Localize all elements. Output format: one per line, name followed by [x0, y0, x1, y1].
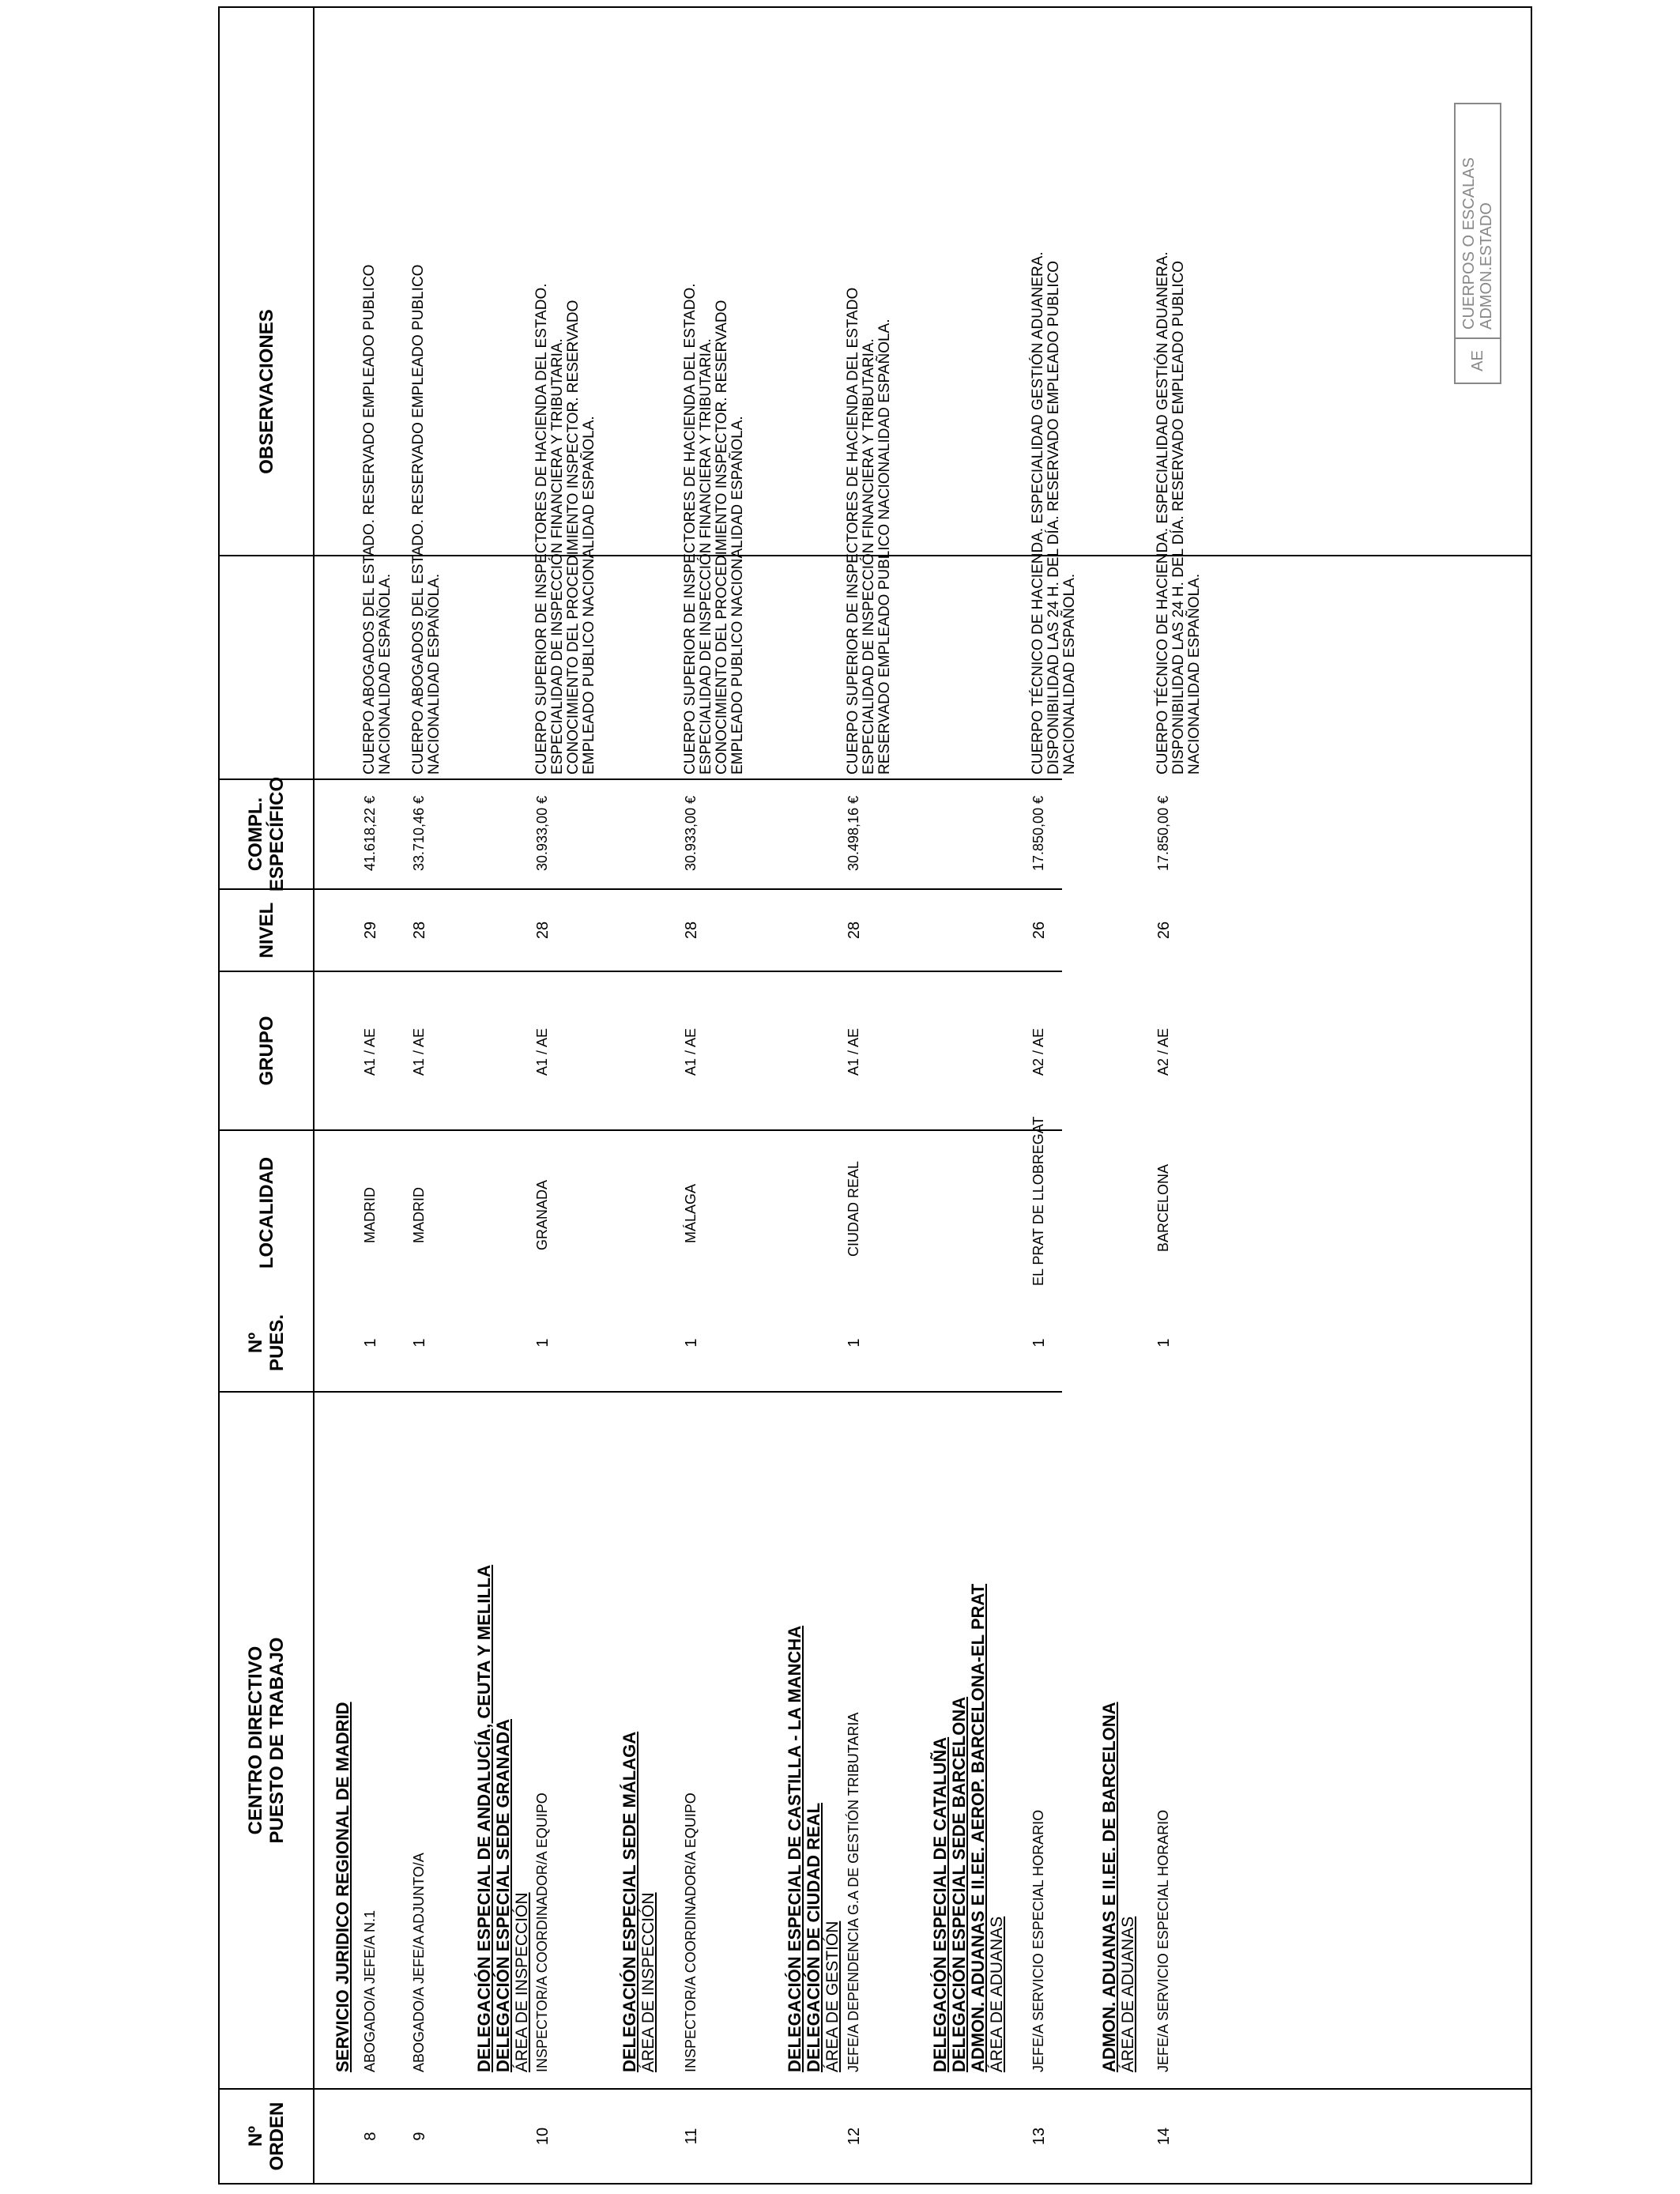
puesto-de-trabajo: ABOGADO/A JEFE/A N.1 — [362, 1909, 378, 2072]
compl-especifico: 33.710,46 € — [411, 795, 427, 871]
puesto-de-trabajo: JEFE/A SERVICIO ESPECIAL HORARIO — [1155, 1809, 1171, 2072]
area-subheading: ÁREA DE INSPECCIÓN — [513, 1892, 531, 2072]
nivel: 28 — [534, 921, 552, 940]
localidad: MÁLAGA — [683, 1183, 699, 1243]
compl-especifico: 17.850,00 € — [1155, 795, 1171, 871]
header-centro-puesto: CENTRO DIRECTIVO PUESTO DE TRABAJO — [245, 1637, 288, 1844]
localidad: BARCELONA — [1155, 1163, 1171, 1252]
puesto-de-trabajo: INSPECTOR/A COORDINADOR/A EQUIPO — [683, 1793, 699, 2072]
nivel: 29 — [362, 921, 379, 940]
header-localidad: LOCALIDAD — [255, 1156, 277, 1269]
puesto-de-trabajo: JEFE/A SERVICIO ESPECIAL HORARIO — [1030, 1809, 1046, 2072]
section-heading: SERVICIO JURIDICO REGIONAL DE MADRID — [333, 1702, 352, 2072]
compl-especifico: 17.850,00 € — [1030, 795, 1046, 871]
grupo: A1 / AE — [846, 1027, 861, 1076]
legend-description: CUERPOS O ESCALAS ADMON.ESTADO — [1460, 157, 1495, 330]
num-puestos: 1 — [846, 1338, 863, 1348]
num-puestos: 1 — [683, 1338, 700, 1348]
num-puestos: 1 — [362, 1338, 379, 1348]
column-divider — [220, 888, 1062, 890]
localidad: CIUDAD REAL — [846, 1160, 861, 1257]
orden-number: 8 — [362, 2132, 379, 2141]
section-heading: DELEGACIÓN ESPECIAL SEDE MÁLAGA — [620, 1731, 639, 2072]
area-subheading: ÁREA DE ADUANAS — [1119, 1916, 1137, 2072]
nivel: 26 — [1030, 921, 1048, 940]
nivel: 28 — [411, 921, 428, 940]
header-grupo: GRUPO — [255, 1016, 277, 1086]
localidad: MADRID — [411, 1187, 427, 1243]
section-heading: DELEGACIÓN ESPECIAL DE CATALUÑA DELEGACIÓN ESPECIAL SEDE BARCELONA ADMON. ADUANAS E II.EE. AEROP. BARCELONA-EL PRAT — [930, 1583, 988, 2072]
grupo: A1 / AE — [683, 1027, 699, 1076]
observaciones: CUERPO TÉCNICO DE HACIENDA. ESPECIALIDAD GESTIÓN ADUANERA. DISPONIBILIDAD LAS 24 H. DEL DÍA. RESERVADO EMPLEADO PUBLICO NACIONALIDAD ESPAÑOLA. — [1155, 251, 1203, 775]
column-divider — [220, 971, 1062, 972]
grupo: A1 / AE — [534, 1027, 550, 1076]
orden-number: 14 — [1155, 2127, 1173, 2146]
header-compl-especifico: COMPL. ESPECÍFICO — [245, 776, 288, 892]
orden-number: 11 — [683, 2128, 700, 2145]
compl-especifico: 30.933,00 € — [534, 795, 550, 871]
compl-especifico: 30.933,00 € — [683, 795, 699, 871]
legend-box — [1454, 103, 1501, 384]
num-puestos: 1 — [1030, 1338, 1048, 1348]
area-subheading: ÁREA DE ADUANAS — [988, 1916, 1006, 2072]
grupo: A1 / AE — [411, 1027, 427, 1076]
section-heading: DELEGACIÓN ESPECIAL DE ANDALUCÍA, CEUTA Y MELILLA DELEGACIÓN ESPECIAL SEDE GRANADA — [474, 1564, 513, 2072]
column-divider — [220, 2088, 1531, 2090]
area-subheading: ÁREA DE GESTIÓN — [823, 1921, 842, 2072]
positions-table — [218, 6, 1532, 2185]
observaciones: CUERPO TÉCNICO DE HACIENDA. ESPECIALIDAD GESTIÓN ADUANERA. DISPONIBILIDAD LAS 24 H. DEL DÍA. RESERVADO EMPLEADO PUBLICO NACIONALIDAD ESPAÑOLA. — [1030, 251, 1078, 775]
localidad: MADRID — [362, 1187, 378, 1243]
observaciones: CUERPO ABOGADOS DEL ESTADO. RESERVADO EMPLEADO PUBLICO NACIONALIDAD ESPAÑOLA. — [410, 264, 443, 775]
section-heading: ADMON. ADUANAS E II.EE. DE BARCELONA — [1099, 1702, 1119, 2072]
grupo: A2 / AE — [1030, 1027, 1046, 1076]
header-orden: Nº ORDEN — [245, 2102, 288, 2171]
section-heading: DELEGACIÓN ESPECIAL DE CASTILLA - LA MANCHA DELEGACIÓN DE CIUDAD REAL — [785, 1625, 823, 2072]
orden-number: 13 — [1030, 2127, 1048, 2146]
orden-number: 10 — [534, 2127, 552, 2146]
grupo: A1 / AE — [362, 1027, 378, 1076]
column-divider — [220, 1129, 1062, 1131]
compl-especifico: 30.498,16 € — [846, 795, 861, 871]
observaciones: CUERPO SUPERIOR DE INSPECTORES DE HACIENDA DEL ESTADO. ESPECIALIDAD DE INSPECCIÓN FINANCIERA Y TRIBUTARIA. CONOCIMIENTO DEL PROCEDIMIENTO INSPECTOR. RESERVADO EMPLEADO PUBLICO NACIONALIDAD ESPAÑOLA. — [682, 283, 746, 775]
num-puestos: 1 — [1155, 1338, 1173, 1348]
nivel: 28 — [846, 921, 863, 940]
observaciones: CUERPO SUPERIOR DE INSPECTORES DE HACIENDA DEL ESTADO. ESPECIALIDAD DE INSPECCIÓN FINANCIERA Y TRIBUTARIA. CONOCIMIENTO DEL PROCEDIMIENTO INSPECTOR. RESERVADO EMPLEADO PUBLICO NACIONALIDAD ESPAÑOLA. — [533, 283, 597, 775]
nivel: 28 — [683, 921, 700, 940]
area-subheading: ÁREA DE INSPECCIÓN — [639, 1892, 657, 2072]
column-divider — [220, 778, 1062, 780]
localidad: GRANADA — [534, 1179, 550, 1250]
nivel: 26 — [1155, 921, 1173, 940]
header-nivel: NIVEL — [255, 902, 277, 959]
header-num-puestos: Nº PUES. — [245, 1314, 288, 1372]
header-observaciones: OBSERVACIONES — [255, 309, 277, 474]
legend-code: AE — [1456, 337, 1500, 383]
grupo: A2 / AE — [1155, 1027, 1171, 1076]
header-divider — [313, 8, 315, 2183]
observaciones: CUERPO SUPERIOR DE INSPECTORES DE HACIENDA DEL ESTADO ESPECIALIDAD DE INSPECCIÓN FINANCIERA Y TRIBUTARIA. RESERVADO EMPLEADO PUBLICO NACIONALIDAD ESPAÑOLA. — [845, 287, 893, 775]
observaciones: CUERPO ABOGADOS DEL ESTADO. RESERVADO EMPLEADO PUBLICO NACIONALIDAD ESPAÑOLA. — [361, 264, 394, 775]
puesto-de-trabajo: INSPECTOR/A COORDINADOR/A EQUIPO — [534, 1793, 550, 2072]
puesto-de-trabajo: ABOGADO/A JEFE/A ADJUNTO/A — [411, 1853, 427, 2072]
column-divider — [220, 1391, 1062, 1393]
orden-number: 12 — [846, 2127, 863, 2146]
compl-especifico: 41.618,22 € — [362, 795, 378, 871]
puesto-de-trabajo: JEFE/A DEPENDENCIA G.A DE GESTIÓN TRIBUTARIA — [846, 1712, 861, 2072]
orden-number: 9 — [411, 2132, 428, 2141]
localidad: EL PRAT DE LLOBREGAT — [1030, 1116, 1046, 1286]
num-puestos: 1 — [534, 1338, 552, 1348]
num-puestos: 1 — [411, 1338, 428, 1348]
